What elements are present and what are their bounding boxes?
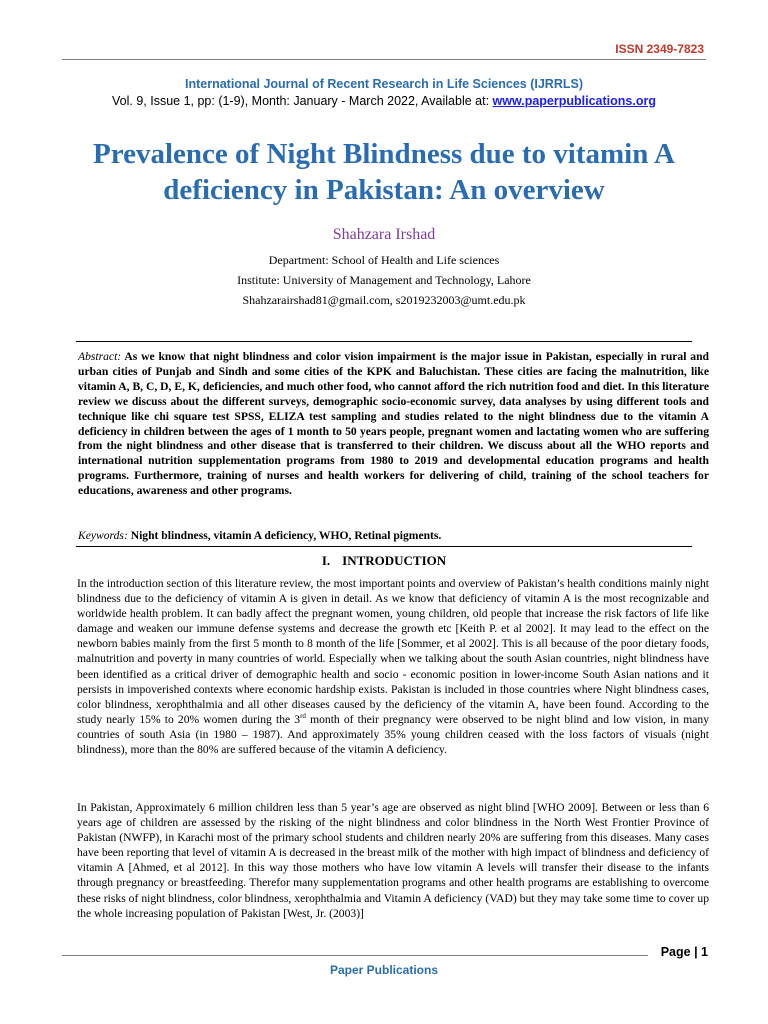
department-line: Department: School of Health and Life sciences	[268, 253, 500, 267]
abstract	[78, 350, 709, 499]
volume-line	[0, 94, 768, 108]
issn-label: ISSN 2349-7823	[615, 42, 704, 56]
website-link[interactable]: www.paperpublications.org	[492, 94, 656, 108]
volume-text: Vol. 9, Issue 1, pp: (1-9), Month: January - March 2022, Available at:	[112, 94, 493, 108]
abstract-text: As we know that night blindness and color vision impairment is the major issue in Pakistan, especially in rural and urban cities of Punjab and Sindh and some cities of the KPK and Baluchistan. These cities are facing the malnutrition, like vitamin A, B, C, D, E, K, deficiencies, and much other food, who cannot afford the rich nutrition food and diet. In this literature review we discuss about the different surveys, demographic socio-economic survey, data analyses by using different tools and technique like chi square test SPSS, ELIZA test sampling and studies related to the night blindness due to the vitamin A deficiency in children between the ages of 1 month to 50 years people, pregnant women and lactating women who are suffering from the night blindness and other disease that is transferred to their children. We discuss about all the WHO reports and international nutrition supplementation programs from 1980 to 2019 and developmental education programs and health programs. Furthermore, training of nurses and health workers for delivering of child, training of the school teachers for educations, awareness and other programs.	[78, 350, 709, 498]
paper-title: Prevalence of Night Blindness due to vitamin A deficiency in Pakistan: An overview	[93, 138, 675, 206]
author-name: Shahzara Irshad	[332, 226, 436, 243]
institute-line: Institute: University of Management and Technology, Lahore	[237, 273, 531, 287]
abstract-bottom-rule	[76, 546, 692, 547]
publisher-footer: Paper Publications	[329, 963, 439, 977]
section-heading	[0, 553, 768, 569]
keywords-label: Keywords:	[78, 529, 128, 542]
intro-paragraph-1	[77, 576, 709, 757]
abstract-label: Abstract:	[78, 350, 122, 363]
keywords	[78, 528, 709, 543]
abstract-top-rule	[76, 341, 692, 342]
para1-superscript: rd	[300, 711, 306, 720]
section-title: INTRODUCTION	[342, 553, 447, 568]
intro-paragraph-2: In Pakistan, Approximately 6 million children less than 5 year’s age are observed as night blind [WHO 2009]. Between or less than 6 years age of children are assessed by the risking of the night blindness and color blindness in the North West Frontier Province of Pakistan (NWFP), in Karachi most of the primary school students and children nearly 20% are suffering from this diseases. Many cases have been reporting that level of vitamin A is decreased in the breast milk of the mother with high impact of blindness and deficiency of vitamin A [Ahmed, et al 2012]. In this way those mothers who have low vitamin A levels will transfer their disease to the infants through pregnancy or breastfeeding. Therefor many supplementation programs and other health programs are establishing to overcome these risks of night blindness, color blindness, xerophthalmia and Vitamin A deficiency (VAD) but they may take some time to cover up the whole increasing population of Pakistan [West, Jr. (2003)]	[77, 801, 709, 920]
journal-name: International Journal of Recent Research in Life Sciences (IJRRLS)	[184, 77, 584, 91]
para1-text-b: month of their pregnancy were observed to be night blind and low vision, in many countries of south Asia (in 1980 – 1987). And approximately 35% young children ceased with the loss factors of visuals (night blindness), more than the 80% are suffered because of the vitamin A deficiency.	[77, 712, 709, 757]
keywords-text: Night blindness, vitamin A deficiency, WHO, Retinal pigments.	[127, 529, 442, 542]
page-number: Page | 1	[660, 945, 708, 959]
email-line: Shahzarairshad81@gmail.com, s2019232003@umt.edu.pk	[242, 293, 526, 307]
para1-text-a: In the introduction section of this literature review, the most important points and overview of Pakistan’s health conditions mainly night blindness due to the deficiency of vitamin A is given in detail. As we know that deficiency of vitamin A is the most recognizable and worldwide health problem. It can badly affect the pregnant women, young children, old people that increase the risk factors of life like damage and weaken our immune defense systems and decrease the growth etc [Keith P. et al 2002]. It may lead to the effect on the newborn babies mainly from the first 5 month to 8 month of the life [Sommer, et al 2002]. This is all because of the poor dietary foods, malnutrition and poverty in many countries of world. Especially when we talking about the south Asian countries, night blindness have been identified as a critical driver of demographic health and socio - economic position in lower-income South Asian nations and it persists in impoverished contexts where economic hardship exists. Pakistan is included in those countries where Night blindness cases, color blindness, xerophthalmia and all other diseases caused by the deficiency of the vitamin A, have been found. According to the study nearly 15% to 20% women during the 3	[77, 577, 709, 726]
section-number: I.	[321, 553, 331, 568]
header-divider	[62, 59, 706, 60]
footer-divider	[62, 955, 648, 956]
